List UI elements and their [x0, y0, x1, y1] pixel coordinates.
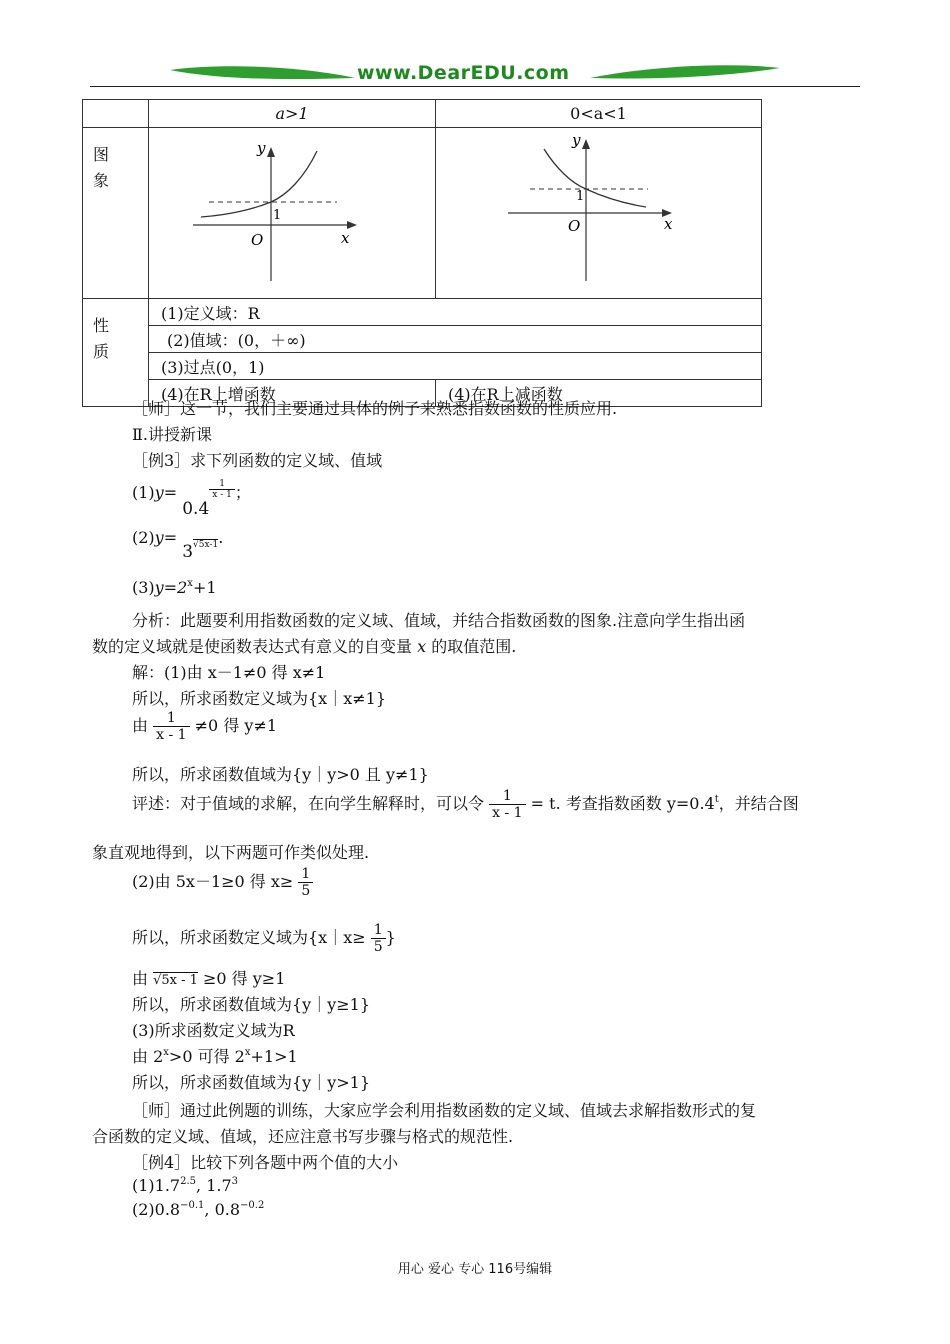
- e1-eq: =: [163, 483, 178, 502]
- solution-2-step-4: 所以，所求函数值域为{y｜y≥1}: [132, 995, 371, 1014]
- graph1-origin-label: O: [251, 231, 264, 249]
- row-label-properties-text: 性 质: [93, 316, 110, 361]
- section-heading: Ⅱ.讲授新课: [132, 425, 212, 444]
- s3-post: ≠0 得 y≠1: [194, 716, 278, 735]
- e3-end: +1: [192, 578, 217, 597]
- site-logo[interactable]: www.DearEDU.com: [357, 62, 570, 84]
- comment-line-1: [132, 788, 799, 821]
- e2-end: .: [218, 528, 224, 547]
- p3b-part2: >0 可得 2: [168, 1047, 245, 1066]
- solution-3-step-2: [132, 1044, 298, 1067]
- example-4-heading: ［例4］比较下列各题中两个值的大小: [132, 1153, 399, 1172]
- solution-3-step-3: 所以，所求函数值域为{y｜y>1}: [132, 1073, 371, 1092]
- example-4-item-2: [132, 1200, 264, 1219]
- property-range-text: (2)值域：(0，＋∞): [167, 330, 306, 350]
- q1-b: , 1.7: [196, 1176, 232, 1195]
- comment-line-2: 象直观地得到，以下两题可作类似处理.: [92, 843, 370, 862]
- e3-text: y=2: [154, 578, 188, 597]
- property-point-text: (3)过点(0，1): [161, 357, 265, 377]
- increasing-curve: [201, 151, 317, 217]
- left-swoosh-icon: [170, 66, 355, 79]
- p2c-post: ≥0 得 y≥1: [197, 969, 286, 988]
- e1-exp-numerator: 1: [209, 479, 235, 490]
- a2-pre: 数的定义域就是使函数表达式有意义的自变量: [92, 637, 418, 656]
- solution-2-step-3: [132, 966, 285, 989]
- analysis-line-1: 分析：此题要利用指数函数的定义域、值域，并结合指数函数的图象.注意向学生指出函: [132, 611, 746, 630]
- example-3-item-1: [132, 479, 251, 519]
- y-arrow-icon: [267, 147, 275, 157]
- q2-b: , 0.8: [204, 1200, 241, 1219]
- decreasing-exponential-graph: [436, 133, 761, 289]
- q1-sup2: 3: [231, 1176, 239, 1187]
- solution-1-step-3: [132, 710, 277, 743]
- header-a-greater-1: [149, 100, 436, 128]
- q1-a: (1)1.7: [132, 1176, 181, 1195]
- property-domain: [149, 299, 762, 326]
- table-corner: [83, 100, 149, 128]
- example-3-heading: ［例3］求下列函数的定义域、值域: [132, 451, 383, 470]
- s3-pre: 由: [132, 716, 149, 735]
- p3b-sup2: x: [244, 1047, 251, 1058]
- c1-numerator: 1: [489, 788, 525, 805]
- e2-y: y: [154, 528, 164, 547]
- e1-y: y: [154, 483, 164, 502]
- c1-mid: = t. 考查指数函数 y=0.4: [530, 794, 715, 813]
- p3b-sup1: x: [163, 1047, 169, 1058]
- teacher-summary-2: 合函数的定义域、值域，还应注意书写步骤与格式的规范性.: [92, 1127, 514, 1146]
- header-a-between-label: 0<a<1: [570, 104, 627, 123]
- p3b-part3: +1>1: [250, 1047, 298, 1066]
- c1-pre: 评述：对于值域的求解，在向学生解释时，可以令: [132, 794, 485, 813]
- p2b-pre: 所以，所求函数定义域为{x｜x≥: [132, 928, 366, 947]
- graph2-origin-label: O: [568, 217, 581, 235]
- decreasing-curve: [544, 149, 646, 207]
- row-label-properties: [83, 299, 149, 407]
- exponential-properties-table: [82, 99, 762, 407]
- property-decreasing-text: (4)在R上减函数: [448, 384, 563, 404]
- teacher-summary-1: ［师］通过此例题的训练，大家应学会利用指数函数的定义域、值域去求解指数形式的复: [132, 1101, 757, 1120]
- increasing-exponential-graph: [149, 133, 435, 289]
- example-3-item-3: [132, 578, 217, 597]
- p2c-radical: √5x - 1: [153, 973, 198, 988]
- y-arrow-icon-2: [582, 139, 590, 149]
- p2b-post: }: [385, 928, 396, 947]
- graph1-y-label: y: [257, 139, 266, 157]
- e2-base: 3: [182, 542, 194, 562]
- graph-increasing-cell: [149, 128, 436, 299]
- solution-3-step-1: (3)所求函数定义域为R: [132, 1021, 295, 1040]
- header-a-between-0-1: [436, 100, 762, 128]
- property-domain-text: (1)定义域：R: [161, 303, 260, 323]
- graph2-one-label: 1: [576, 189, 585, 204]
- row-label-graph: [83, 128, 149, 299]
- property-point: [149, 353, 762, 380]
- c1-sup: t: [714, 794, 719, 805]
- solution-2-step-2: [132, 922, 396, 955]
- analysis-line-2: [92, 634, 516, 657]
- p2b-denominator: 5: [373, 939, 383, 955]
- e2-prefix: (2): [132, 528, 155, 547]
- p2b-numerator: 1: [371, 922, 386, 939]
- graph2-x-label: x: [664, 215, 673, 233]
- q2-sup2: −0.2: [240, 1200, 265, 1211]
- e1-exp-denominator: x - 1: [212, 490, 232, 500]
- s3-numerator: 1: [153, 710, 189, 727]
- solution-2-step-1: [132, 866, 313, 899]
- s3-denominator: x - 1: [156, 727, 187, 743]
- row-label-graph-text: 图 象: [93, 145, 110, 190]
- p3b-part1: 由 2: [132, 1047, 164, 1066]
- header-rule: [90, 86, 860, 87]
- c1-denominator: x - 1: [492, 805, 523, 821]
- e3-prefix: (3): [132, 578, 155, 597]
- e3-sup: x: [187, 578, 193, 589]
- p2a-numerator: 1: [298, 866, 313, 883]
- x-arrow-icon: [347, 221, 357, 229]
- page-footer: 用心 爱心 专心 116号编辑: [397, 1262, 553, 1277]
- a2-x: x: [417, 637, 427, 656]
- e1-base: 0.4: [182, 499, 210, 519]
- a2-post: 的取值范围.: [426, 637, 517, 656]
- header-a-greater-1-label: a>1: [275, 104, 309, 123]
- graph1-x-label: x: [341, 229, 350, 247]
- q2-a: (2)0.8: [132, 1200, 181, 1219]
- e2-eq: =: [163, 528, 178, 547]
- right-swoosh-icon: [590, 65, 780, 78]
- property-increasing-text: (4)在R上增函数: [161, 384, 276, 404]
- e1-end: ；: [234, 483, 251, 502]
- graph1-one-label: 1: [273, 208, 282, 223]
- graph-decreasing-cell: [436, 128, 762, 299]
- example-3-item-2: [132, 528, 224, 562]
- q1-sup1: 2.5: [180, 1176, 197, 1187]
- p2a-denominator: 5: [301, 883, 311, 899]
- solution-1-step-4: 所以，所求函数值域为{y｜y>0 且 y≠1}: [132, 765, 429, 784]
- p2a-pre: (2)由 5x－1≥0 得 x≥: [132, 872, 294, 891]
- teacher-intro: ［师］这一节，我们主要通过具体的例子来熟悉指数函数的性质应用.: [132, 399, 618, 418]
- e2-exponent: √5x-1: [193, 540, 219, 550]
- c1-post: ，并结合图: [718, 794, 799, 813]
- p2c-pre: 由: [132, 969, 154, 988]
- graph2-y-label: y: [572, 133, 581, 149]
- example-4-item-1: [132, 1176, 238, 1195]
- property-range: [149, 326, 762, 353]
- q2-sup1: −0.1: [180, 1200, 205, 1211]
- e1-prefix: (1): [132, 483, 155, 502]
- solution-1-step-2: 所以，所求函数定义域为{x｜x≠1}: [132, 689, 386, 708]
- solution-1-step-1: 解：(1)由 x－1≠0 得 x≠1: [132, 663, 326, 682]
